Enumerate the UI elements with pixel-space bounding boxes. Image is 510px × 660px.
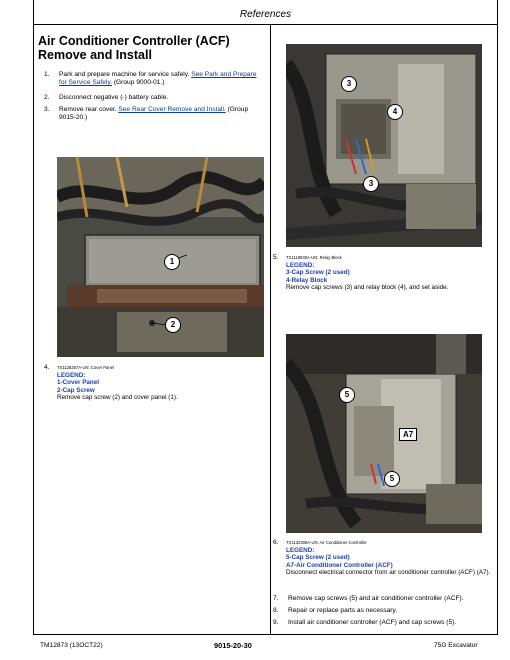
figure-code: TX1132308A-UN: Air Conditioner Controller: [286, 540, 367, 545]
callout-a7: A7: [399, 428, 417, 441]
legend-item: 2-Cap Screw: [57, 386, 95, 394]
page-title: Air Conditioner Controller (ACF) Remove and Install: [38, 34, 230, 62]
step-group: (Group 9015-20.): [59, 106, 249, 122]
legend-item: 4-Relay Block: [286, 276, 328, 284]
rear-cover-link[interactable]: See Rear Cover Remove and Install.: [118, 106, 226, 113]
step-number: 6.: [273, 539, 279, 546]
relay-block-illustration: [286, 44, 482, 247]
legend-title: LEGEND:: [57, 371, 86, 379]
footer-manual-id: TM12873 (13OCT22): [40, 642, 103, 649]
legend-title: LEGEND:: [286, 261, 315, 269]
figure-4-caption: [44, 364, 266, 402]
callout-3: 3: [341, 76, 357, 92]
legend-item: A7-Air Conditioner Controller (ACF): [286, 561, 393, 569]
step-number: 8.: [273, 607, 279, 614]
figure-code: TX1128257A-UN: Cover Panel: [57, 365, 114, 370]
step-number: 7.: [273, 595, 279, 602]
footer-page-number: 9015-20-30: [214, 641, 252, 650]
callout-5b: 5: [384, 471, 400, 487]
callout-4: 4: [387, 104, 403, 120]
column-divider: [270, 24, 271, 634]
step-number: 4.: [44, 364, 50, 371]
legend-item: 5-Cap Screw (2 used): [286, 554, 350, 562]
step-text: Remove cap screws (3) and relay block (4), and set aside.: [286, 284, 449, 292]
figure-code: TX1119930A-UN: Relay Block: [286, 255, 342, 260]
park-prepare-link[interactable]: See Park and Prepare for Service Safely.: [59, 71, 257, 87]
legend-item: 3-Cap Screw (2 used): [286, 269, 350, 277]
step-text: Park and prepare machine for service safely.: [59, 71, 192, 78]
footer-rule: [33, 634, 498, 635]
figure-5-caption: [273, 254, 495, 292]
step-text: Disconnect electrical connector from air conditioner controller (ACF) (A7).: [286, 569, 491, 577]
ac-controller-photo: [286, 334, 482, 533]
callout-5: 5: [339, 387, 355, 403]
header-rule: [33, 24, 498, 25]
step-number: 5.: [273, 254, 279, 261]
step-group: (Group 9000-01.): [112, 79, 165, 87]
step-number: 1.: [44, 71, 50, 78]
step-text: Remove cap screws (5) and air conditioner controller (ACF).: [288, 595, 464, 602]
footer-machine-model: 75G Excavator: [434, 642, 478, 649]
legend-title: LEGEND:: [286, 546, 315, 554]
step-text: Install air conditioner controller (ACF) and cap screws (5).: [288, 619, 457, 626]
section-header: References: [239, 9, 292, 20]
step-text: Disconnect negative (-) battery cable.: [59, 94, 169, 101]
cover-panel-photo: [57, 157, 264, 357]
step-text: Remove cap screw (2) and cover panel (1).: [57, 394, 178, 402]
callout-1: 1: [164, 254, 180, 270]
step-number: 3.: [44, 106, 50, 113]
cover-panel-illustration: [57, 157, 264, 357]
callout-3b: 3: [363, 176, 379, 192]
ac-controller-illustration: [286, 334, 482, 533]
step-text: Repair or replace parts as necessary.: [288, 607, 398, 614]
step-number: 2.: [44, 94, 50, 101]
figure-6-caption: [273, 539, 495, 577]
callout-2: 2: [165, 317, 181, 333]
legend-item: 1-Cover Panel: [57, 379, 99, 387]
step-number: 9.: [273, 619, 279, 626]
step-text: Remove rear cover.: [59, 106, 119, 113]
relay-block-photo: [286, 44, 482, 247]
